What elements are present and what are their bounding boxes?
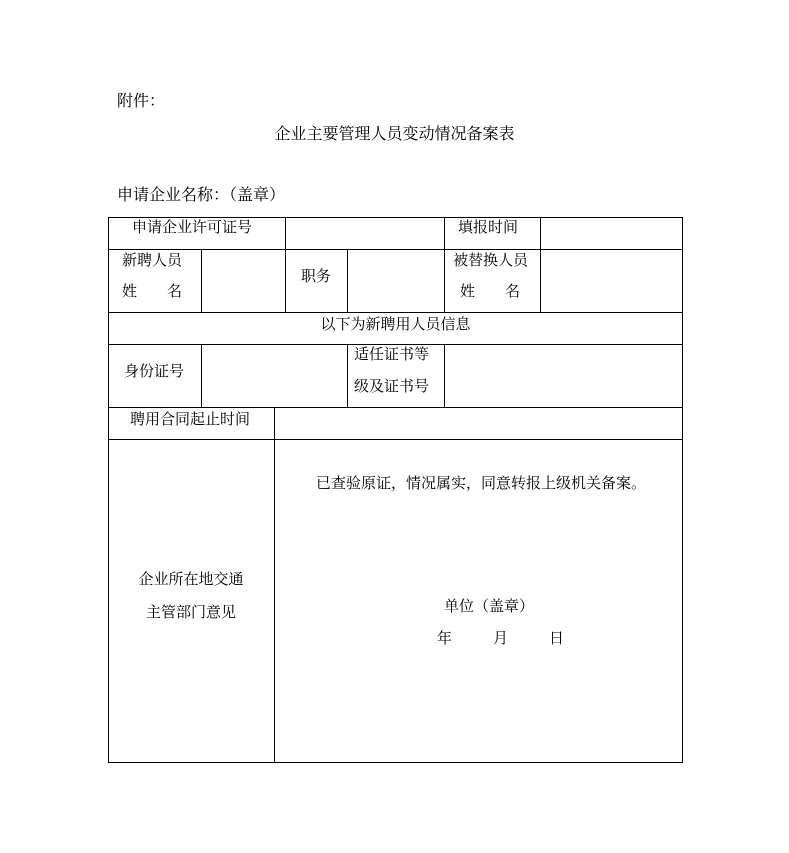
- col-divider: [285, 249, 286, 312]
- row-divider: [108, 249, 683, 250]
- col-divider: [444, 249, 445, 312]
- col-divider: [444, 344, 445, 407]
- table-border-left: [108, 217, 109, 763]
- dept-opinion-label-line1: 企业所在地交通: [138, 570, 244, 588]
- opinion-text: 已查验原证，情况属实，同意转报上级机关备案。: [316, 474, 647, 492]
- col-divider: [540, 249, 541, 312]
- row-divider: [108, 407, 683, 408]
- col-divider: [285, 217, 286, 249]
- applicant-company-line: 申请企业名称：（盖章）: [117, 185, 286, 204]
- attachment-label: 附件：: [117, 91, 166, 110]
- form-title: 企业主要管理人员变动情况备案表: [274, 124, 515, 143]
- row-divider: [108, 439, 683, 440]
- col-divider: [347, 344, 348, 407]
- filing-form-table: [108, 217, 683, 763]
- row-divider: [108, 312, 683, 313]
- id-number-label: 身份证号: [124, 362, 185, 380]
- date-year-label: 年: [437, 629, 453, 647]
- seal-label: 单位（盖章）: [444, 597, 535, 615]
- col-divider: [347, 249, 348, 312]
- col-divider: [201, 344, 202, 407]
- col-divider: [201, 249, 202, 312]
- new-hire-name-label-line2: 姓 名: [122, 282, 183, 300]
- position-label: 职务: [301, 267, 332, 285]
- replaced-person-label-line1: 被替换人员: [453, 251, 529, 269]
- new-hire-section-title: 以下为新聘用人员信息: [320, 315, 471, 333]
- date-month-label: 月: [493, 629, 509, 647]
- certificate-label-line1: 适任证书等: [354, 345, 430, 363]
- col-divider: [274, 407, 275, 762]
- date-day-label: 日: [549, 629, 565, 647]
- col-divider: [540, 217, 541, 249]
- fill-time-label: 填报时间: [458, 218, 519, 236]
- replaced-person-label-line2: 姓 名: [460, 282, 521, 300]
- table-border-bottom: [108, 762, 683, 763]
- table-border-right: [682, 217, 683, 763]
- contract-period-label: 聘用合同起止时间: [130, 410, 251, 428]
- dept-opinion-label-line2: 主管部门意见: [145, 603, 236, 621]
- new-hire-name-label-line1: 新聘人员: [122, 251, 183, 269]
- certificate-label-line2: 级及证书号: [354, 377, 430, 395]
- col-divider: [444, 217, 445, 249]
- license-number-label: 申请企业许可证号: [132, 218, 253, 236]
